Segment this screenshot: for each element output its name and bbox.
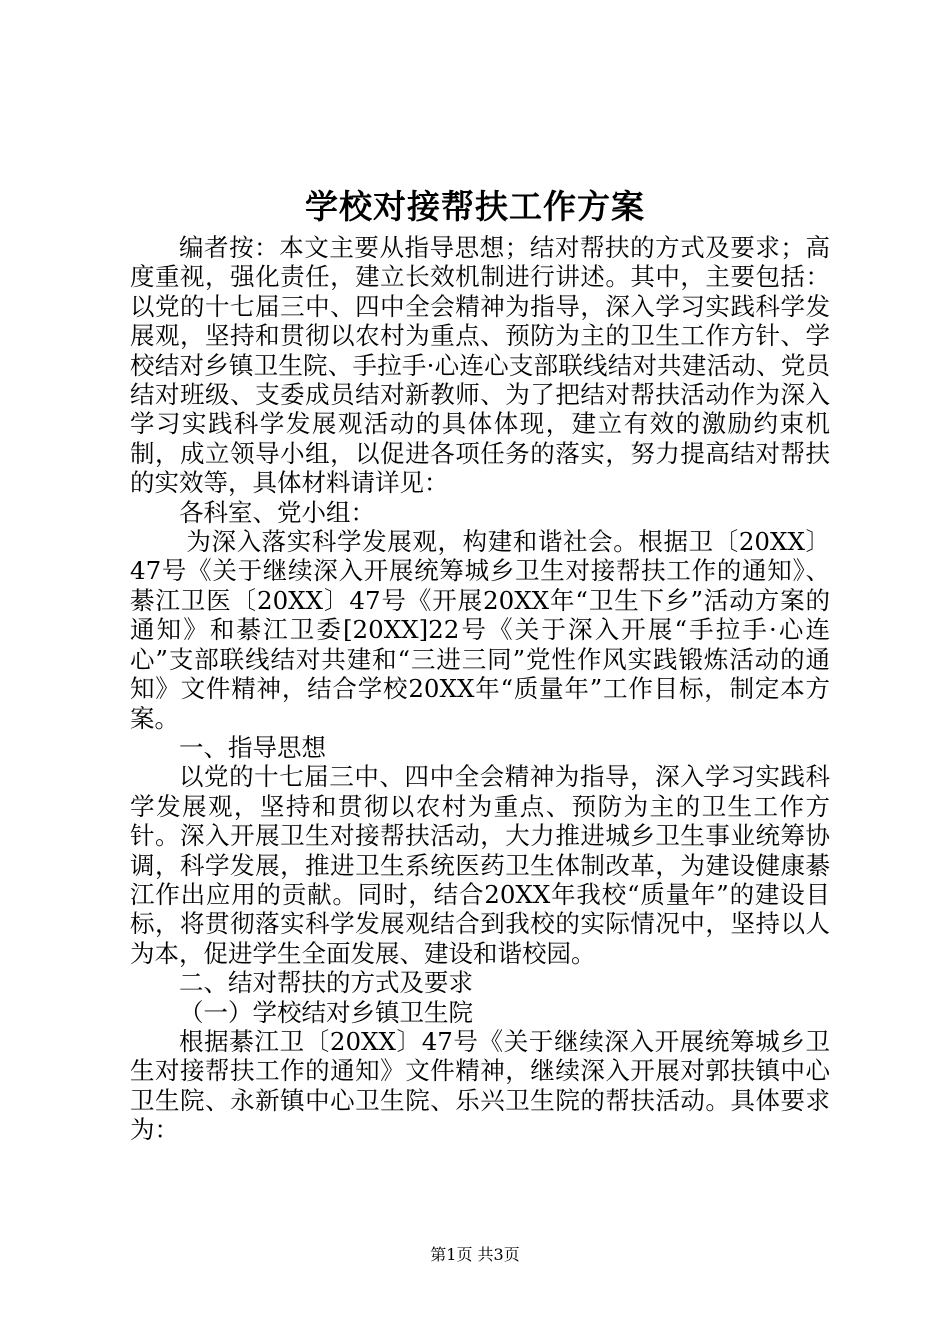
page-footer: 第1页 共3页 [430,1245,520,1264]
section-heading-guiding-ideology: 一、指导思想 [179,732,326,762]
document-body [130,233,830,1145]
subsection-heading-school-hospital: （一）学校结对乡镇卫生院 [179,997,473,1027]
editor-note-paragraph: 编者按：本文主要从指导思想；结对帮扶的方式及要求；高度重视，强化责任，建立长效机制进行讲述。其中，主要包括：以党的十七届三中、四中全会精神为指导，深入学习实践科学发展观，坚持和贯彻以农村为重点、预防为主的卫生工作方针、学校结对乡镇卫生院、手拉手·心连心支部联线结对共建活动、党员结对班级、支委成员结对新教师、为了把结对帮扶活动作为深入学习实践科学发展观活动的具体体现，建立有效的激励约束机制，成立领导小组，以促进各项任务的落实，努力提高结对帮扶的实效等，具体材料请详见： [130,233,830,498]
school-hospital-paragraph: 根据綦江卫〔20XX〕47号《关于继续深入开展统筹城乡卫生对接帮扶工作的通知》文件精神，继续深入开展对郭扶镇中心卫生院、永新镇中心卫生院、乐兴卫生院的帮扶活动。具体要求为： [130,1026,830,1145]
salutation-paragraph: 各科室、党小组： [179,497,375,527]
intro-paragraph: 为深入落实科学发展观，构建和谐社会。根据卫〔20XX〕47号《关于继续深入开展统筹城乡卫生对接帮扶工作的通知》、綦江卫医〔20XX〕47号《开展20XX年“卫生下乡”活动方案的通知》和綦江卫委[20XX]22号《关于深入开展“手拉手·心连心”支部联线结对共建和“三进三同”党性作风实践锻炼活动的通知》文件精神，结合学校20XX年“质量年”工作目标，制定本方案。 [130,527,830,733]
section-heading-pairing-methods: 二、结对帮扶的方式及要求 [179,968,473,998]
document-title: 学校对接帮扶工作方案 [305,187,645,226]
guiding-ideology-paragraph: 以党的十七届三中、四中全会精神为指导，深入学习实践科学发展观，坚持和贯彻以农村为重点、预防为主的卫生工作方针。深入开展卫生对接帮扶活动，大力推进城乡卫生事业统筹协调，科学发展，推进卫生系统医药卫生体制改革，为建设健康綦江作出应用的贡献。同时，结合20XX年我校“质量年”的建设目标，将贯彻落实科学发展观结合到我校的实际情况中，坚持以人为本，促进学生全面发展、建设和谐校园。 [130,762,830,968]
